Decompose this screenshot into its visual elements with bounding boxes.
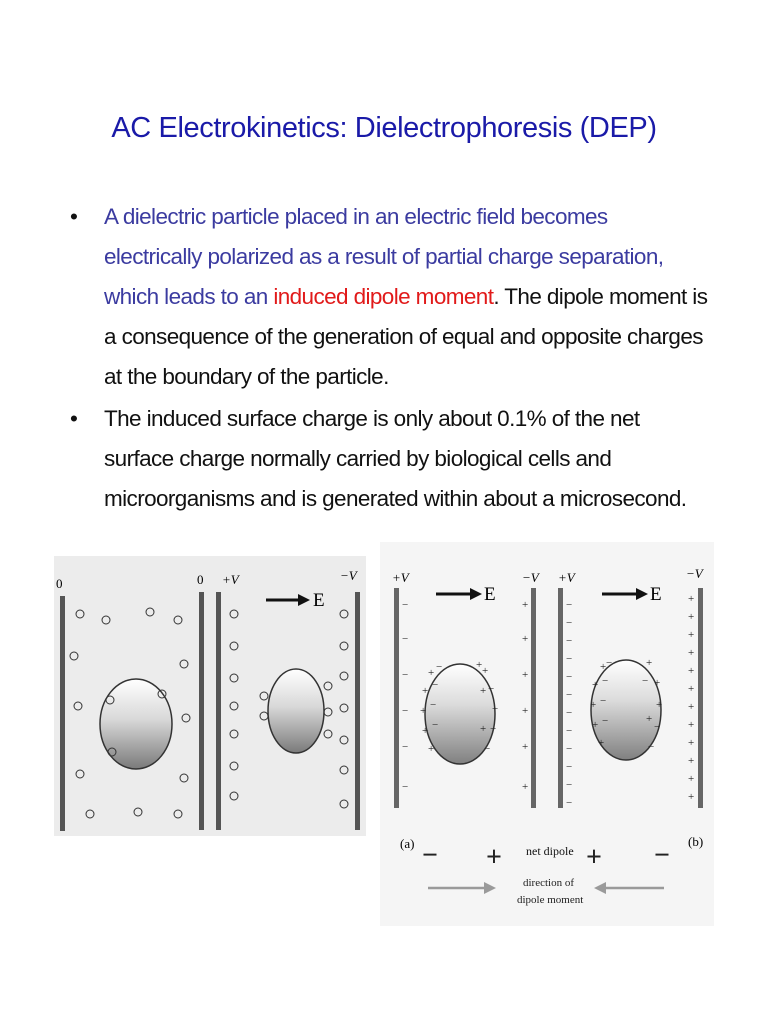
figure-left [54, 556, 366, 841]
svg-text:+: + [522, 705, 529, 717]
svg-text:−: − [566, 797, 573, 809]
direction-label-line2: dipole moment [517, 894, 584, 906]
svg-text:+: + [688, 755, 695, 767]
svg-text:+: + [480, 685, 487, 697]
svg-text:−: − [492, 703, 499, 715]
plus-sign-b: + [586, 842, 602, 873]
svg-text:+: + [688, 611, 695, 623]
svg-text:+: + [646, 713, 653, 725]
svg-text:−: − [566, 635, 573, 647]
svg-text:+: + [422, 685, 429, 697]
plus-sign-a: + [486, 842, 502, 873]
svg-text:+: + [476, 659, 483, 671]
svg-text:−: − [648, 741, 655, 753]
svg-text:+: + [688, 629, 695, 641]
svg-text:−: − [566, 671, 573, 683]
svg-text:−: − [402, 633, 409, 645]
svg-text:−: − [430, 699, 437, 711]
svg-text:+: + [688, 593, 695, 605]
svg-text:−: − [566, 725, 573, 737]
svg-text:+: + [688, 701, 695, 713]
svg-text:−: − [566, 779, 573, 791]
svg-text:−: − [566, 653, 573, 665]
svg-text:+: + [522, 741, 529, 753]
bullet-text-intro: A dielectric particle placed in an electric field becomes electrically polarized as a result of partial charge separation, which leads to an [104, 204, 664, 309]
svg-text:−: − [402, 705, 409, 717]
bullet-item [70, 399, 710, 519]
field-label: E [313, 590, 325, 611]
svg-text:−: − [436, 661, 443, 673]
panel1-label: 0 [56, 576, 63, 591]
svg-text:+: + [522, 781, 529, 793]
svg-text:−: − [654, 721, 661, 733]
svg-text:+: + [688, 737, 695, 749]
minus-sign-a: − [422, 840, 438, 871]
figure-right [380, 542, 714, 931]
svg-text:+: + [654, 677, 661, 689]
svg-text:−: − [602, 715, 609, 727]
svg-text:−: − [488, 683, 495, 695]
svg-text:+: + [688, 719, 695, 731]
svg-text:+: + [428, 743, 435, 755]
electrode [531, 588, 536, 808]
direction-label-line1: direction of [523, 877, 575, 889]
svg-text:−: − [432, 719, 439, 731]
svg-text:+: + [428, 667, 435, 679]
svg-text:−: − [402, 781, 409, 793]
svg-text:+: + [482, 665, 489, 677]
svg-text:−: − [566, 707, 573, 719]
bullet-text-rest: . The dipole moment is a consequence of the generation of equal and opposite charges at the boundary of the particle. [104, 284, 708, 389]
bullet-dot: • [70, 406, 78, 431]
svg-text:+: + [688, 647, 695, 659]
electrode [60, 596, 65, 831]
svg-text:+: + [688, 683, 695, 695]
svg-text:+: + [646, 657, 653, 669]
panel2-minusv-label: −V [340, 568, 357, 583]
svg-text:+: + [522, 599, 529, 611]
electrode [558, 588, 563, 808]
svg-text:+: + [422, 725, 429, 737]
svg-text:+: + [600, 661, 607, 673]
svg-text:−: − [490, 723, 497, 735]
svg-text:−: − [484, 743, 491, 755]
electrode [394, 588, 399, 808]
svg-text:−: − [566, 599, 573, 611]
field-label-b: E [650, 584, 662, 605]
svg-text:+: + [522, 633, 529, 645]
field-label-a: E [484, 584, 496, 605]
electrode [355, 592, 360, 830]
label-plusv-a: +V [392, 570, 409, 585]
svg-text:+: + [592, 679, 599, 691]
svg-text:+: + [598, 737, 605, 749]
svg-text:−: − [602, 675, 609, 687]
panel2-plusv-label: +V [222, 572, 239, 587]
svg-text:−: − [432, 679, 439, 691]
svg-text:−: − [566, 743, 573, 755]
svg-text:+: + [656, 699, 663, 711]
figure-left-svg [54, 556, 366, 836]
label-minusv-a: −V [522, 570, 539, 585]
svg-text:+: + [420, 705, 427, 717]
net-dipole-label: net dipole [526, 844, 574, 858]
svg-text:−: − [566, 761, 573, 773]
electrode [698, 588, 703, 808]
label-minusv-b: −V [686, 566, 703, 581]
svg-text:−: − [402, 599, 409, 611]
svg-text:+: + [480, 723, 487, 735]
bullet-item [70, 197, 710, 397]
panel2-zero-label: 0 [197, 572, 204, 587]
bullet-list [70, 197, 710, 521]
svg-text:−: − [642, 675, 649, 687]
svg-text:+: + [688, 791, 695, 803]
label-plusv-b: +V [558, 570, 575, 585]
svg-text:−: − [402, 741, 409, 753]
electrode [199, 592, 204, 830]
particle [268, 669, 324, 753]
svg-text:+: + [522, 669, 529, 681]
svg-text:+: + [688, 665, 695, 677]
electrode [216, 592, 221, 830]
bullet-dot: • [70, 204, 78, 229]
label-a: (a) [400, 836, 415, 851]
svg-text:−: − [566, 689, 573, 701]
label-b: (b) [688, 834, 704, 849]
svg-text:−: − [402, 669, 409, 681]
svg-text:+: + [688, 773, 695, 785]
svg-text:−: − [600, 695, 607, 707]
svg-text:−: − [606, 657, 613, 669]
highlight-induced-dipole: induced dipole moment [273, 284, 494, 309]
bullet-text: The induced surface charge is only about 0.1% of the net surface charge normally carried by biological cells and microorganisms and is generated within about a microsecond. [104, 406, 687, 511]
page-title: AC Electrokinetics: Dielectrophoresis (DEP) [111, 112, 657, 144]
figure-right-svg [380, 542, 714, 926]
minus-sign-b: − [654, 840, 670, 871]
svg-text:−: − [566, 617, 573, 629]
svg-text:+: + [592, 719, 599, 731]
svg-text:+: + [590, 699, 597, 711]
